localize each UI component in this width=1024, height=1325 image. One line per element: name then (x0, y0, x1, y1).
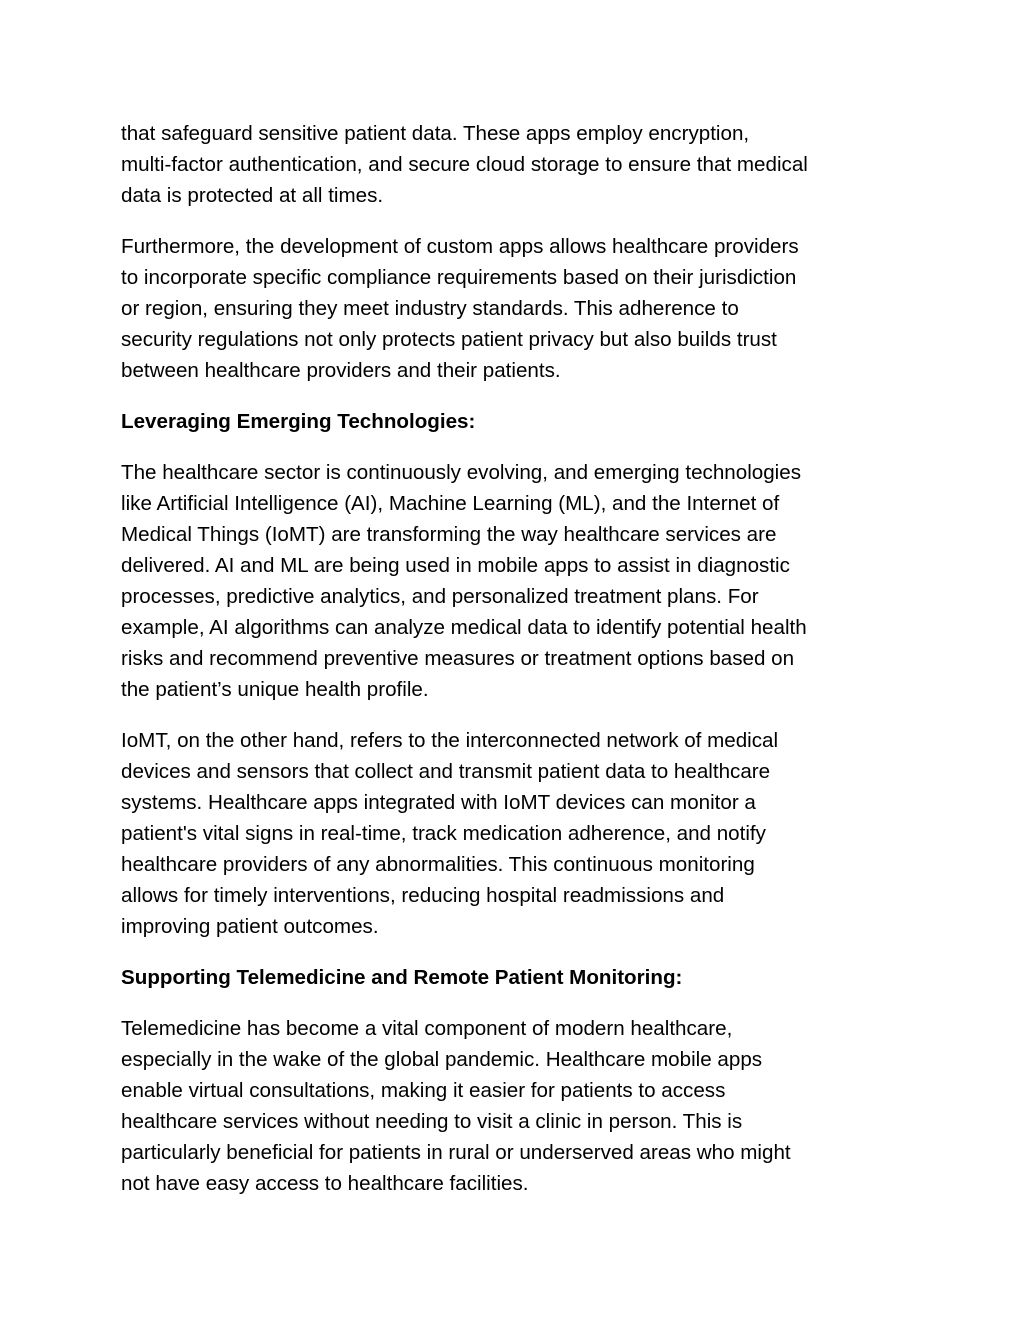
paragraph-compliance: Furthermore, the development of custom apps allows healthcare providers to incorporate specific compliance requirements based on their jurisdiction or region, ensuring they meet industry standards. This adherence to security regulations not only protects patient privacy but also builds trust between healthcare providers and their patients. (121, 235, 799, 382)
paragraph-telemedicine: Telemedicine has become a vital component of modern healthcare, especially in the wake of the global pandemic. Healthcare mobile apps enable virtual consultations, making it easier for patients to access healthcare services without needing to visit a clinic in person. This is particularly beneficial for patients in rural or underserved areas who might not have easy access to healthcare facilities. (121, 1017, 791, 1195)
paragraph-data-protection: that safeguard sensitive patient data. These apps employ encryption, multi-factor authentication, and secure cloud storage to ensure that medical data is protected at all times. (121, 122, 808, 207)
heading-emerging-technologies: Leveraging Emerging Technologies: (121, 410, 476, 433)
document-page (121, 118, 911, 1219)
heading-telemedicine: Supporting Telemedicine and Remote Patient Monitoring: (121, 966, 683, 989)
paragraph-iomt: IoMT, on the other hand, refers to the interconnected network of medical devices and sensors that collect and transmit patient data to healthcare systems. Healthcare apps integrated with IoMT devices can monitor a patient's vital signs in real-time, track medication adherence, and notify healthcare providers of any abnormalities. This continuous monitoring allows for timely interventions, reducing hospital readmissions and improving patient outcomes. (121, 729, 779, 938)
paragraph-ai-ml: The healthcare sector is continuously evolving, and emerging technologies like Artificial Intelligence (AI), Machine Learning (ML), and the Internet of Medical Things (IoMT) are transforming the way healthcare services are delivered. AI and ML are being used in mobile apps to assist in diagnostic processes, predictive analytics, and personalized treatment plans. For example, AI algorithms can analyze medical data to identify potential health risks and recommend preventive measures or treatment options based on the patient’s unique health profile. (121, 461, 807, 701)
